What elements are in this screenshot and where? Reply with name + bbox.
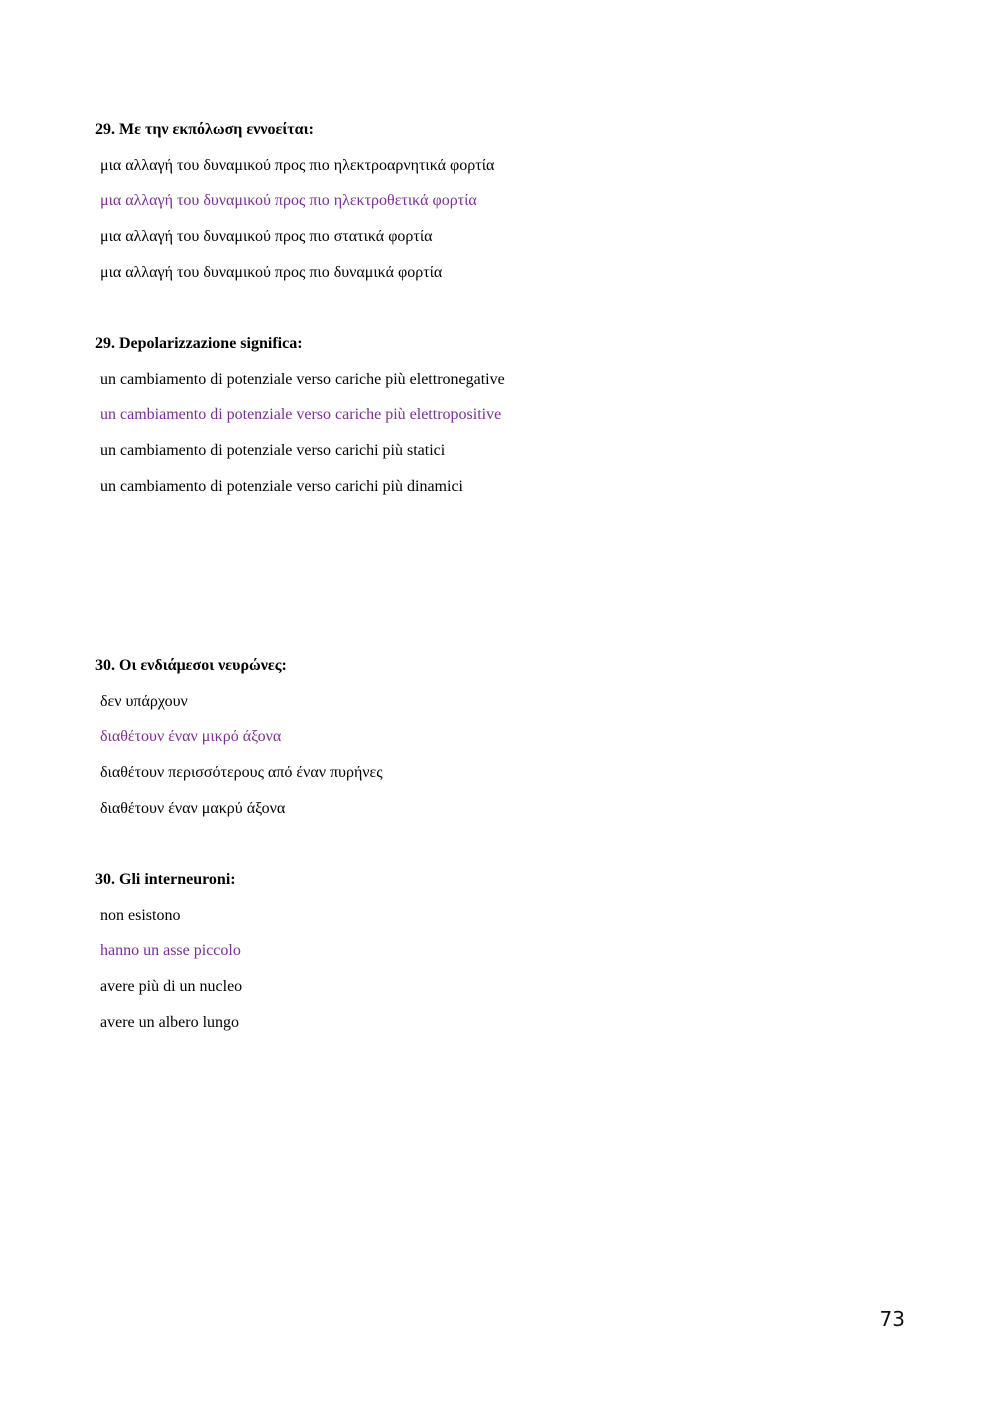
answer-option: διαθέτουν έναν μακρύ άξονα (100, 799, 286, 817)
page-number: 73 (879, 1307, 905, 1331)
question-title: 30. Οι ενδιάμεσοι νευρώνες: (95, 657, 287, 674)
answer-option: un cambiamento di potenziale verso carichi più dinamici (100, 477, 463, 495)
answer-option-correct: hanno un asse piccolo (100, 942, 241, 960)
question-30-italian (95, 870, 915, 1033)
answer-option: δεν υπάρχουν (100, 692, 188, 710)
answer-option: avere un albero lungo (100, 1013, 240, 1031)
question-29-italian (95, 334, 915, 497)
answer-option: non esistono (100, 906, 181, 924)
question-29-greek (95, 120, 915, 283)
answer-option: διαθέτουν περισσότερους από έναν πυρήνες (100, 764, 383, 782)
question-title: 29. Με την εκπόλωση εννοείται: (95, 121, 314, 138)
question-title: 29. Depolarizzazione significa: (95, 335, 303, 352)
answer-option: μια αλλαγή του δυναμικού προς πιο δυναμικά φορτία (100, 263, 443, 281)
answer-option: un cambiamento di potenziale verso carichi più statici (100, 442, 446, 460)
answer-option-correct: μια αλλαγή του δυναμικού προς πιο ηλεκτροθετικά φορτία (100, 192, 477, 210)
answer-option: μια αλλαγή του δυναμικού προς πιο στατικά φορτία (100, 228, 433, 246)
answer-option: un cambiamento di potenziale verso cariche più elettronegative (100, 370, 505, 388)
answer-option: avere più di un nucleo (100, 978, 243, 996)
answer-option: μια αλλαγή του δυναμικού προς πιο ηλεκτροαρνητικά φορτία (100, 156, 495, 174)
answer-option-correct: διαθέτουν έναν μικρό άξονα (100, 728, 282, 746)
question-title: 30. Gli interneuroni: (95, 871, 236, 888)
answer-option-correct: un cambiamento di potenziale verso cariche più elettropositive (100, 406, 502, 424)
question-30-greek (95, 656, 915, 819)
